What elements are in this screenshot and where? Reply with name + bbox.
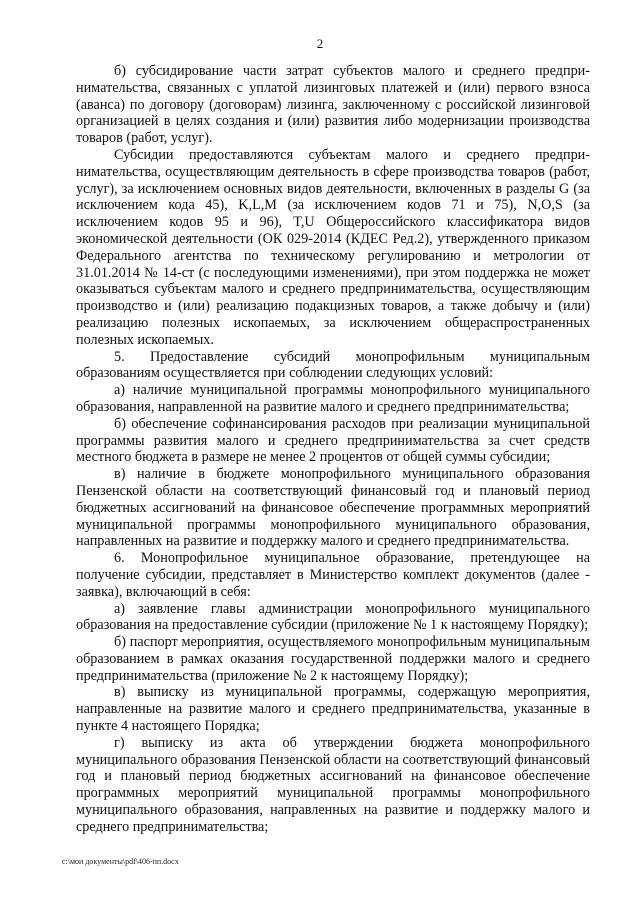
- paragraph-section-5: 5. Предоставление субсидий монопрофильным муниципальным образованиям осуществляется при соблюдении следующих условий:: [76, 348, 590, 382]
- page-number: 2: [316, 36, 324, 51]
- paragraph-condition-v: в) наличие в бюджете монопрофильного муниципального образования Пензенской области на соответствующий финансовый год и плановый период бюджетных ассигнований на финансовое обеспечение программных мероприятий муниципальной программы монопрофильного муниципального образования, направленных на развитие и поддержку малого и среднего предпринимательства.: [76, 466, 590, 550]
- paragraph-document-v: в) выписку из муниципальной программы, содержащую мероприятия, направленные на развитие малого и среднего предпринимательства, указанные в пункте 4 настоящего Порядка;: [76, 684, 590, 735]
- paragraph-subsidy-recipients: Субсидии предоставляются субъектам малого и среднего предпринимательства, осуществляющим деятельность в сфере производства товаров (работ, услуг), за исключением основных видов деятельности, включенных в разделы G (за исключением кода 45), K,L,M (за исключением кодов 71 и 75), N,O,S (за исключением кодов 95 и 96), T,U Общероссийского классификатора видов экономической деятельности (ОК 029-2014 (КДЕС Ред.2), утвержденного приказом Федерального агентства по техническому регулированию и метрологии от 31.01.2014 № 14-ст (с последующими изменениями), при этом поддержка не может оказываться субъектам малого и среднего предпринимательства, осуществляющим производство и (или) реализацию подакцизных товаров, а также добычу и (или) реализацию полезных ископаемых, за исключением общераспространенных полезных ископаемых.: [76, 146, 590, 348]
- paragraph-section-6: 6. Монопрофильное муниципальное образование, претендующее на получение субсидии, представляет в Министерство комплект документов (далее - заявка), включающий в себя:: [76, 550, 590, 600]
- paragraph-document-b: б) паспорт мероприятия, осуществляемого монопрофильным муниципальным образованием в рамках оказания государственной поддержки малого и среднего предпринимательства (приложение № 2 к настоящему Порядку);: [76, 634, 590, 684]
- file-path-footer: c:\мои документы\pdf\406-пп.docx: [62, 857, 179, 866]
- paragraph-document-a: а) заявление главы администрации монопрофильного муниципального образования на предоставление субсидии (приложение № 1 к настоящему Порядку);: [76, 600, 590, 634]
- paragraph-condition-b: б) обеспечение софинансирования расходов при реализации муниципальной программы развития малого и среднего предпринимательства за счет средств местного бюджета в размере не менее 2 процентов от общей суммы субсидии;: [76, 415, 590, 466]
- paragraph-document-g: г) выписку из акта об утверждении бюджета монопрофильного муниципального образования Пензенской области на соответствующий финансовый год и плановый период бюджетных ассигнований на финансовое обеспечение программных мероприятий муниципальной программы монопрофильного муниципального образования, направленных на развитие и поддержку малого и среднего предпринимательства;: [76, 734, 590, 835]
- paragraph-leasing-subsidy: б) субсидирование части затрат субъектов малого и среднего предпринимательства, связанных с уплатой лизинговых платежей и (или) первого взноса (аванса) по договору (договорам) лизинга, заключенному с российской лизинговой организацией в целях создания и (или) развития либо модернизации производства товаров (работ, услуг).: [76, 63, 590, 147]
- paragraph-condition-a: а) наличие муниципальной программы монопрофильного муниципального образования, направленной на развитие малого и среднего предпринимательства;: [76, 382, 590, 415]
- document-body: [76, 63, 590, 836]
